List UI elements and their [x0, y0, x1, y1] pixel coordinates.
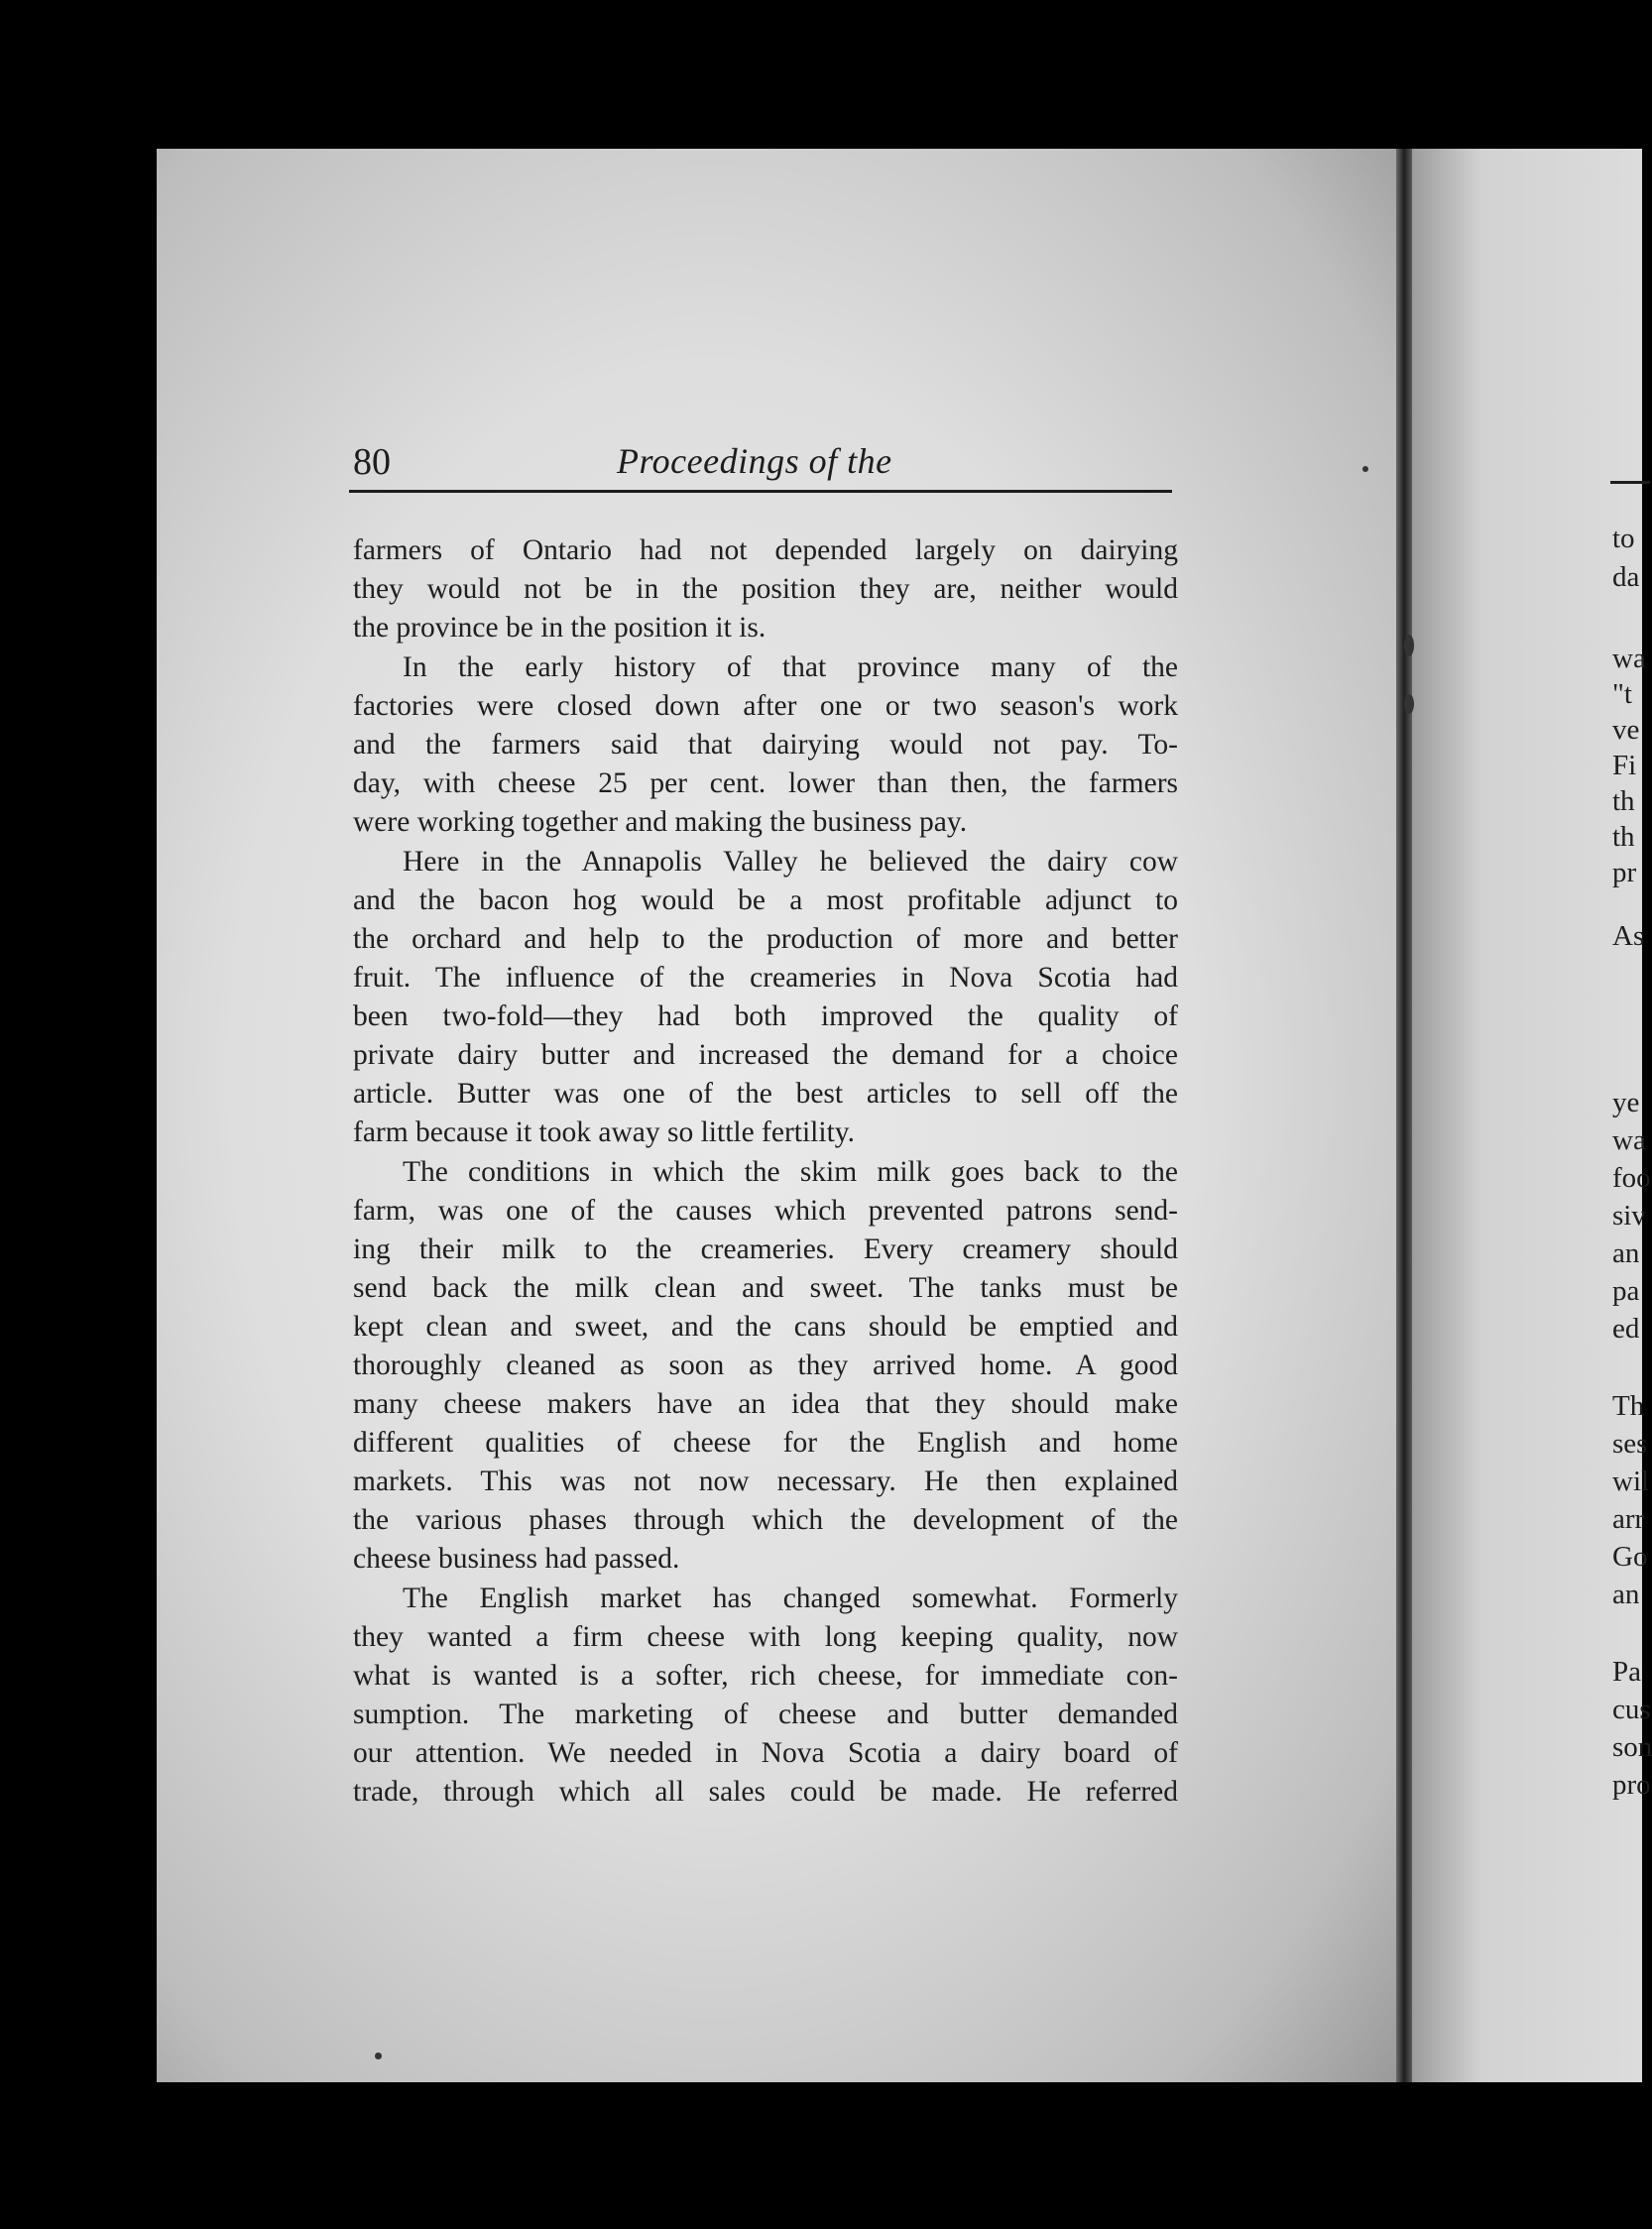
text-line: the province be in the position it is.	[353, 612, 767, 644]
speck	[1362, 466, 1368, 472]
text-line: cheese business had passed.	[353, 1543, 680, 1575]
facing-fragment: th	[1612, 785, 1635, 817]
text-line: different qualities of cheese for the English and home	[353, 1427, 1178, 1459]
facing-fragment: an	[1612, 1579, 1640, 1610]
text-line: and the bacon hog would be a most profitable adjunct to	[353, 884, 1178, 916]
facing-page-rule	[1610, 481, 1650, 484]
text-line: farm, was one of the causes which prevented patrons send-	[353, 1195, 1178, 1227]
page-number: 80	[353, 441, 391, 483]
text-line: ing their milk to the creameries. Every creamery should	[353, 1233, 1178, 1265]
facing-fragment: wil	[1612, 1466, 1650, 1497]
text-line: and the farmers said that dairying would not pay. To-	[353, 729, 1178, 761]
running-head: Proceedings of the	[617, 441, 892, 481]
text-line: farm because it took away so little fertility.	[353, 1116, 855, 1148]
text-line: thoroughly cleaned as soon as they arrived home. A good	[353, 1349, 1178, 1381]
facing-fragment: da	[1612, 561, 1640, 593]
text-line: In the early history of that province many of the	[403, 651, 1178, 683]
text-line: trade, through which all sales could be made. He referred	[353, 1776, 1178, 1808]
paragraph-4	[353, 1153, 1178, 1579]
text-line: fruit. The influence of the creameries in Nova Scotia had	[353, 962, 1178, 994]
paragraph-2	[353, 648, 1178, 842]
facing-fragment: to	[1612, 523, 1635, 554]
text-line: they would not be in the position they are, neither would	[353, 573, 1178, 605]
text-line: the various phases through which the development of the	[353, 1504, 1178, 1536]
text-line: Here in the Annapolis Valley he believed the dairy cow	[403, 846, 1178, 878]
binding-mark	[1404, 694, 1414, 714]
text-line: The English market has changed somewhat. Formerly	[403, 1583, 1178, 1614]
text-line: many cheese makers have an idea that they should make	[353, 1388, 1178, 1420]
book-gutter	[1396, 149, 1412, 2082]
right-page-edge	[1412, 149, 1645, 2082]
facing-fragment: siv	[1612, 1200, 1646, 1232]
text-line: what is wanted is a softer, rich cheese, for immediate con-	[353, 1660, 1178, 1692]
body-text	[353, 531, 1178, 1813]
text-line: were working together and making the business pay.	[353, 806, 968, 838]
text-line: factories were closed down after one or two season's work	[353, 690, 1178, 722]
facing-fragment: ed	[1612, 1313, 1640, 1345]
facing-fragment: pa	[1612, 1275, 1640, 1307]
text-line: markets. This was not now necessary. He then explained	[353, 1466, 1178, 1497]
facing-fragment: pr	[1612, 857, 1637, 888]
text-line: kept clean and sweet, and the cans should be emptied and	[353, 1311, 1178, 1343]
facing-fragment: Th	[1612, 1390, 1645, 1422]
paragraph-3	[353, 843, 1178, 1152]
facing-fragment: th	[1612, 821, 1635, 853]
text-line: private dairy butter and increased the demand for a choice	[353, 1039, 1178, 1071]
paragraph-1	[353, 531, 1178, 647]
text-line: been two-fold—they had both improved the quality of	[353, 1000, 1178, 1032]
facing-fragment: ve	[1612, 714, 1640, 746]
text-line: farmers of Ontario had not depended largely on dairying	[353, 534, 1178, 566]
facing-fragment: As	[1612, 920, 1645, 952]
facing-fragment: ses	[1612, 1428, 1648, 1460]
text-line: article. Butter was one of the best articles to sell off the	[353, 1078, 1178, 1110]
facing-fragment: son	[1612, 1731, 1652, 1763]
facing-fragment: wa	[1612, 643, 1646, 674]
text-line: The conditions in which the skim milk goes back to the	[403, 1156, 1178, 1188]
facing-fragment: ye	[1612, 1087, 1640, 1118]
facing-fragment: Go	[1612, 1541, 1648, 1573]
facing-fragment: pro	[1612, 1769, 1651, 1801]
page-header	[349, 436, 1172, 493]
facing-fragment: an	[1612, 1237, 1640, 1269]
text-line: sumption. The marketing of cheese and butter demanded	[353, 1699, 1178, 1730]
facing-fragment: foo	[1612, 1162, 1651, 1194]
facing-fragment: "t	[1612, 678, 1632, 710]
text-line: our attention. We needed in Nova Scotia a dairy board of	[353, 1737, 1178, 1769]
text-line: day, with cheese 25 per cent. lower than then, the farmers	[353, 767, 1178, 799]
facing-fragment: Pa	[1612, 1656, 1641, 1688]
facing-fragment: wa	[1612, 1124, 1646, 1156]
paragraph-5	[353, 1580, 1178, 1812]
binding-mark	[1404, 635, 1414, 656]
facing-fragment: Fi	[1612, 750, 1637, 781]
text-line: they wanted a firm cheese with long keeping quality, now	[353, 1621, 1178, 1653]
facing-fragment: arr	[1612, 1503, 1645, 1535]
speck	[375, 2053, 382, 2059]
facing-fragment: cus	[1612, 1694, 1651, 1725]
text-line: the orchard and help to the production of more and better	[353, 923, 1178, 955]
text-line: send back the milk clean and sweet. The tanks must be	[353, 1272, 1178, 1304]
